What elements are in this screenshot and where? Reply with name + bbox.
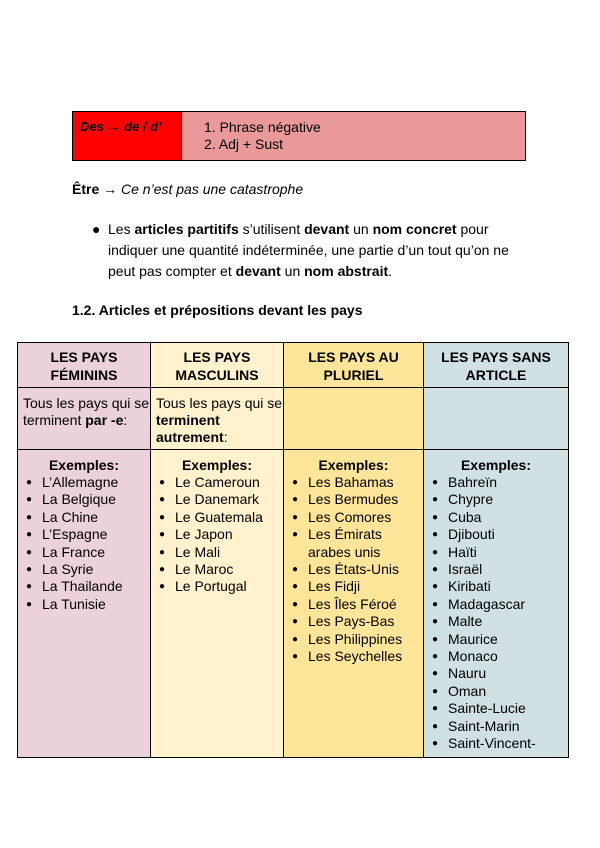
examples-label: Exemples:: [181, 457, 253, 473]
country-item: ● Les Philippines: [284, 631, 423, 648]
column-sans-article: [424, 343, 568, 757]
column-feminins: [18, 343, 151, 757]
header-feminins: LES PAYS FÉMININS: [18, 343, 150, 388]
rule-item-1: 1. Phrase négative: [204, 119, 321, 135]
country-item: ● Les Seychelles: [284, 648, 423, 665]
country-item: ● Bahreïn: [424, 474, 568, 491]
country-item: ● La France: [18, 544, 150, 561]
desc-pluriel: [284, 388, 423, 450]
bullet-text: Les articles partitifs s’utilisent devant un nom concret pour indiquer une quantité indéterminée, une partie d’un tout qu’on ne peut pas compter et devant un nom abstrait.: [108, 221, 509, 279]
country-item: ● Djibouti: [424, 526, 568, 543]
country-item: ● Le Danemark: [151, 491, 283, 508]
country-item: ● L’Espagne: [18, 526, 150, 543]
country-item: ● Haïti: [424, 544, 568, 561]
country-item: ● Les Fidji: [284, 578, 423, 595]
list-masculins: [151, 474, 283, 596]
country-item: ● Les Îles Féroé: [284, 596, 423, 613]
rule-label: Des → de / d’: [73, 112, 182, 160]
country-item: ● L’Allemagne: [18, 474, 150, 491]
rule-item-2: 2. Adj + Sust: [204, 136, 283, 152]
country-item: ● Le Japon: [151, 526, 283, 543]
header-masculins: LES PAYS MASCULINS: [151, 343, 283, 388]
country-item: ● La Syrie: [18, 561, 150, 578]
etre-word: Être: [72, 181, 100, 197]
country-item: ● Sainte-Lucie: [424, 700, 568, 717]
country-item: ● Monaco: [424, 648, 568, 665]
country-item: ● Nauru: [424, 665, 568, 682]
etre-sentence: Ce n’est pas une catastrophe: [121, 181, 304, 197]
country-item: ● Chypre: [424, 491, 568, 508]
country-item: ● Les Comores: [284, 509, 423, 526]
arrow: →: [99, 181, 122, 197]
country-item: ● Les Émirats arabes unis: [284, 526, 423, 561]
list-sans-article: [424, 474, 568, 753]
country-item: ● La Belgique: [18, 491, 150, 508]
country-item: ● Le Cameroun: [151, 474, 283, 491]
list-feminins: [18, 474, 150, 613]
header-sans-article: LES PAYS SANS ARTICLE: [424, 343, 568, 388]
country-item: ● La Chine: [18, 509, 150, 526]
country-item: ● Les Pays-Bas: [284, 613, 423, 630]
country-item: ● Kiribati: [424, 578, 568, 595]
desc-sans-article: [424, 388, 568, 450]
country-item: ● Les États-Unis: [284, 561, 423, 578]
country-item: ● Maurice: [424, 631, 568, 648]
column-masculins: [151, 343, 284, 757]
country-item: ● Cuba: [424, 509, 568, 526]
bullet-dot-icon: ●: [92, 221, 101, 237]
country-item: ● Le Guatemala: [151, 509, 283, 526]
examples-label: Exemples:: [48, 457, 120, 473]
country-item: ● Le Portugal: [151, 578, 283, 595]
country-item: ● Malte: [424, 613, 568, 630]
country-item: ● Madagascar: [424, 596, 568, 613]
examples-label: Exemples:: [318, 457, 389, 473]
country-item: ● Saint-Vincent-: [424, 735, 568, 752]
country-item: ● Les Bermudes: [284, 491, 423, 508]
column-pluriel: [284, 343, 424, 757]
country-item: ● Le Maroc: [151, 561, 283, 578]
country-item: ● Saint-Marin: [424, 718, 568, 735]
countries-table: [17, 342, 569, 758]
country-item: ● Le Mali: [151, 544, 283, 561]
section-title: 1.2. Articles et prépositions devant les pays: [72, 302, 363, 318]
examples-label: Exemples:: [460, 457, 532, 473]
country-item: ● Les Bahamas: [284, 474, 423, 491]
country-item: ● Oman: [424, 683, 568, 700]
partitifs-bullet: [92, 219, 532, 282]
desc-masculins: Tous les pays qui se terminent autrement:: [151, 388, 283, 450]
country-item: ● La Thailande: [18, 578, 150, 595]
desc-feminins: Tous les pays qui se terminent par -e:: [18, 388, 150, 450]
rule-items: [182, 112, 525, 160]
country-item: ● La Tunisie: [18, 596, 150, 613]
rule-box: [72, 111, 526, 161]
header-pluriel: LES PAYS AU PLURIEL: [284, 343, 423, 388]
country-item: ● Israël: [424, 561, 568, 578]
etre-example: [72, 181, 303, 197]
list-pluriel: [284, 474, 423, 665]
